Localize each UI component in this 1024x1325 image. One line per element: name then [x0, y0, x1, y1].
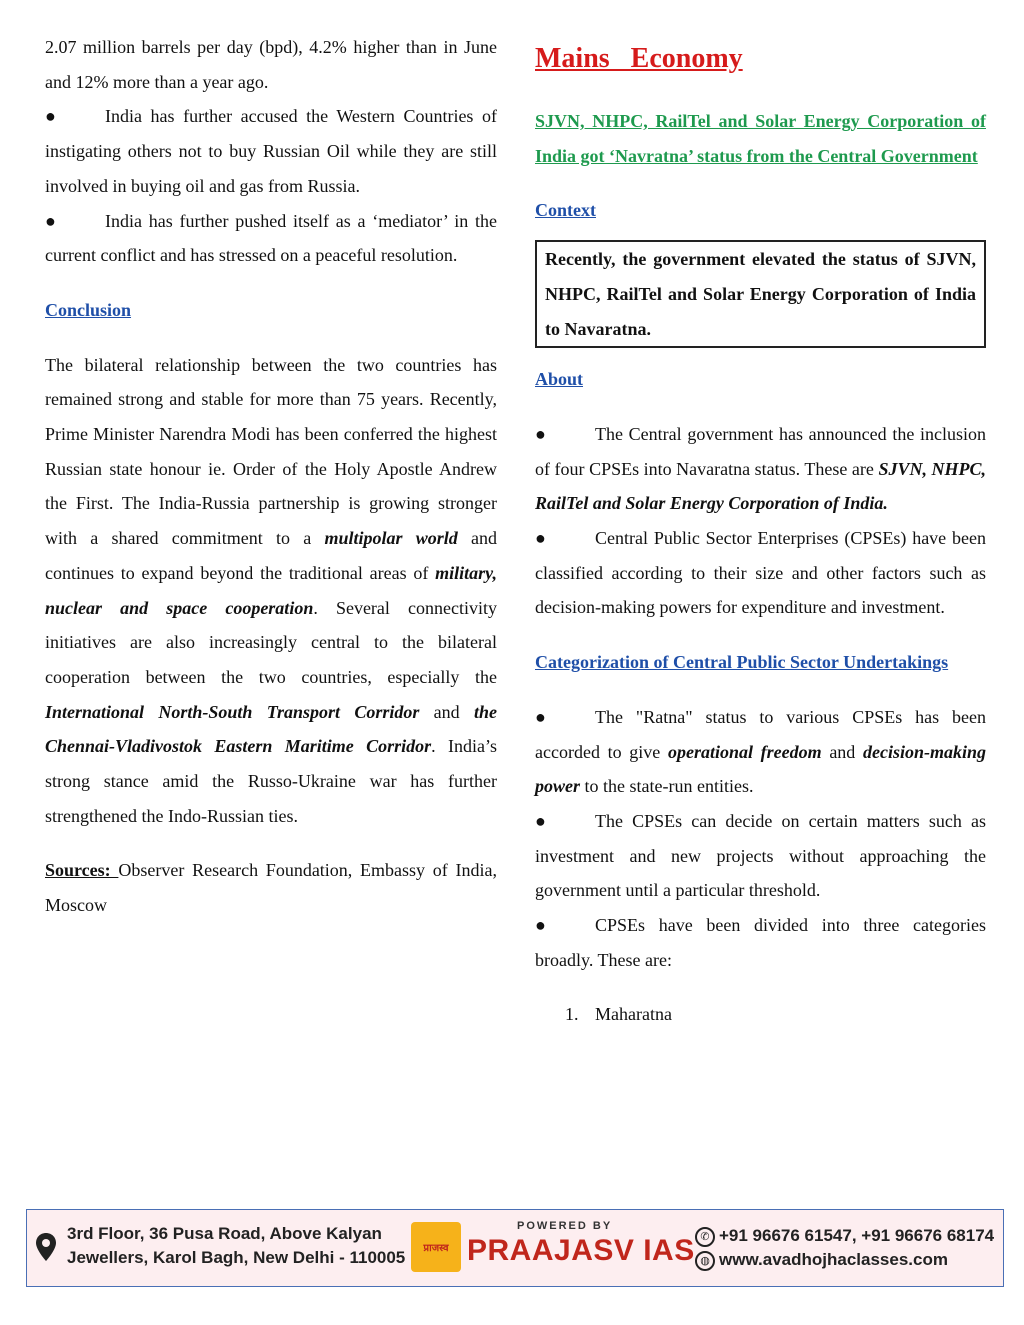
- contact-info: [695, 1224, 994, 1272]
- sources-label: Sources:: [45, 860, 119, 881]
- globe-icon: ◍: [695, 1251, 715, 1271]
- intro-paragraph: 2.07 million barrels per day (bpd), 4.2% higher than in June and 12% more than a year ago.: [45, 37, 497, 92]
- bullet-icon: ●: [535, 706, 546, 727]
- bullet-item: ● CPSEs have been divided into three categories broadly. These are:: [535, 908, 986, 977]
- page-title: Mains Economy: [535, 43, 743, 74]
- bullet-icon: ●: [535, 528, 546, 549]
- categorization-heading[interactable]: Categorization of Central Public Sector Undertakings: [535, 652, 949, 673]
- article-headline[interactable]: SJVN, NHPC, RailTel and Solar Energy Corporation of India got ‘Navratna’ status from the Central Government: [535, 111, 986, 166]
- about-heading[interactable]: About: [535, 369, 584, 390]
- bullet-icon: ●: [535, 423, 546, 444]
- conclusion-heading[interactable]: Conclusion: [45, 299, 132, 320]
- address: 3rd Floor, 36 Pusa Road, Above Kalyan Jewellers, Karol Bagh, New Delhi - 110005: [67, 1224, 406, 1267]
- left-column: [45, 30, 497, 923]
- bullet-item: ● The Central government has announced the inclusion of four CPSEs into Navaratna status. These are SJVN, NHPC, RailTel and Solar Energy Corporation of India.: [535, 417, 986, 521]
- list-item: 1. Maharatna: [565, 1004, 672, 1025]
- footer-banner: [26, 1209, 1004, 1287]
- location-pin-icon: [35, 1232, 57, 1262]
- bullet-icon: ●: [45, 210, 56, 231]
- bullet-icon: ●: [535, 915, 546, 936]
- context-heading[interactable]: Context: [535, 200, 596, 221]
- bullet-icon: ●: [45, 106, 56, 127]
- bullet-item: ● The CPSEs can decide on certain matters such as investment and new projects without approaching the government until a particular threshold.: [535, 804, 986, 908]
- bullet-item: ● India has further pushed itself as a ‘mediator’ in the current conflict and has stressed on a peaceful resolution.: [45, 204, 497, 273]
- brand-name: PRAAJASV IAS: [467, 1234, 695, 1267]
- bullet-item: ● The "Ratna" status to various CPSEs has been accorded to give operational freedom and decision-making power to the state-run entities.: [535, 700, 986, 804]
- brand-logo: प्राजस्व: [411, 1222, 461, 1272]
- sources-text: Observer Research Foundation, Embassy of India, Moscow: [45, 860, 497, 916]
- bullet-icon: ●: [535, 810, 546, 831]
- sources-line: [45, 853, 497, 922]
- bullet-item: ● India has further accused the Western Countries of instigating others not to buy Russian Oil while they are still involved in buying oil and gas from Russia.: [45, 99, 497, 203]
- phone-numbers[interactable]: +91 96676 61547, +91 96676 68174: [719, 1226, 995, 1245]
- context-box: Recently, the government elevated the status of SJVN, NHPC, RailTel and Solar Energy Corporation of India to Navaratna.: [535, 240, 986, 348]
- conclusion-paragraph: The bilateral relationship between the two countries has remained strong and stable for more than 75 years. Recently, Prime Minister Narendra Modi has been conferred the highest Russian state honour ie. Order of the Holy Apostle Andrew the First. The India-Russia partnership is growing stronger with a shared commitment to a multipolar world and continues to expand beyond the traditional areas of military, nuclear and space cooperation. Several connectivity initiatives are also increasingly central to the bilateral cooperation between the two countries, especially the International North-South Transport Corridor and the Chennai-Vladivostok Eastern Maritime Corridor. India’s strong stance amid the Russo-Ukraine war has further strengthened the Indo-Russian ties.: [45, 354, 497, 826]
- right-column: [535, 34, 986, 1032]
- phone-icon: ✆: [695, 1227, 715, 1247]
- powered-by-label: POWERED BY: [517, 1220, 613, 1232]
- bullet-item: ● Central Public Sector Enterprises (CPSEs) have been classified according to their size and other factors such as decision-making powers for expenditure and investment.: [535, 521, 986, 625]
- website-link[interactable]: www.avadhojhaclasses.com: [719, 1250, 948, 1269]
